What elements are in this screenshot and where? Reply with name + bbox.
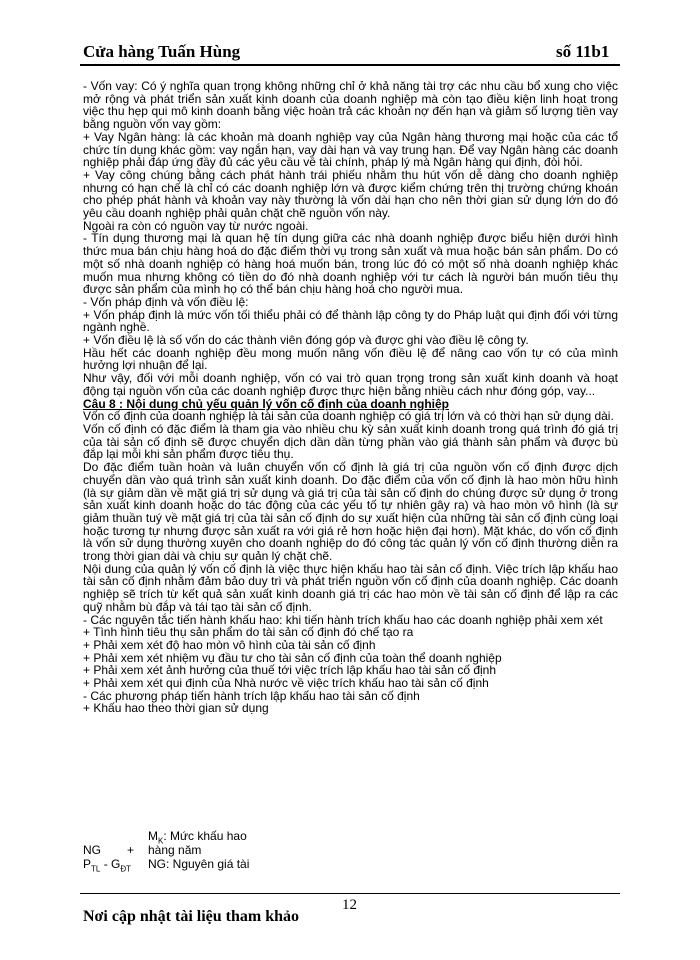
formula-text: : Mức khấu hao [163,829,247,843]
paragraph: + Phải xem xét qui định của Nhà nước về việc trích khấu hao tài sản cố định [83,676,489,691]
paragraph: Ngoài ra còn có nguồn vay từ nước ngoài. [83,218,309,233]
section-heading: Câu 8 : Nội dung chủ yếu quản lý vốn cố định của doanh nghiệp [83,396,450,411]
paragraph: Do đặc điểm tuần hoàn và luân chuyển vốn cố định là giá trị của nguồn vốn cố định được dịch chuyển dần vào quá trình sản xuất kinh doanh. Do đặc điểm của vốn cố định là hao mòn hữu hình (là sự giảm dần về mặt giá trị sử dụng và giá trị của tài sản cố định do chúng được sử dụng ở trong sản xuất kinh doanh hoặc do tác động của các yếu tố tự nhiên gây ra) và hao mòn vô hình (là sự giảm thuần tuý về mặt giá trị của tài sản cố định do sự xuất hiện của những tài sản cố định cùng loại hoặc tương tự nhưng được sản xuất ra với giá rẻ hơn hoặc hiện đại hơn). Mặt khác, do vốn cố định là vốn sử dụng thường xuyên cho doanh nghiệp do đó công tác quản lý vốn cố định thường diễn ra trong thời gian dài và chịu sự quản lý chặt chẽ. [83,460,618,564]
paragraph: - Các nguyên tắc tiến hành khấu hao: khi tiến hành trích khấu hao các doanh nghiệp phải xem xét [83,612,603,627]
paragraph: Nội dung của quản lý vốn cố định là việc thực hiện khấu hao tài sản cố định. Việc trích lập khấu hao tài sản cố định nhằm đảm bảo duy trì và phát triển nguồn vốn cố định của doanh nghiệp. Các doanh nghiệp sẽ trích từ kết quả sản xuất kinh doanh giá trị các hao mòn về tài sản cố định để lập ra các quỹ nhằm bù đắp và tái tạo tài sản cố định. [83,561,618,614]
page-number: 12 [342,897,357,913]
paragraph: Hầu hết các doanh nghiệp đều mong muốn nâng vốn điều lệ để nâng cao vốn tự có của mình hưởng lợi nhuận để lại. [83,345,618,373]
formula-text: hàng năm [148,843,202,857]
paragraph: + Vốn pháp định là mức vốn tối thiểu phải có để thành lập công ty do Pháp luật qui định đối với từng ngành nghề. [83,307,618,335]
formula-symbol: M [148,829,158,843]
paragraph: Vốn cố định của doanh nghiệp là tài sản của doanh nghiệp có giá trị lớn và có thời hạn sử dụng dài. [83,409,614,424]
paragraph: Như vậy, đối với mỗi doanh nghiệp, vốn có vai trò quan trọng trong sản xuất kinh doanh và hoạt động tại nguồn vốn của các doanh nghiệp được thực hiện bằng nhiều cách như đóng góp, vay... [83,371,618,398]
paragraph: - Tín dụng thương mại là quan hệ tín dụng giữa các nhà doanh nghiệp được biểu hiện dưới hình thức mua bán chịu hàng hoá do đặc điểm thời vụ trong sản xuất và mua hoặc bán sản phẩm. Do có một số nhà doanh nghiệp có hàng hoá muốn bán, trong lúc đó có một số nhà doanh nghiệp khác muốn mua nhưng không có tiền do đó nhà doanh nghiệp với tư cách là người bán muốn tiêu thụ được sản phẩm của mình họ có thể bán chịu hàng hoá cho người mua. [83,231,618,297]
paragraph: + Vay Ngân hàng: là các khoản mà doanh nghiệp vay của Ngân hàng thương mại hoặc của các tổ chức tín dụng khác gồm: vay ngắn hạn, vay dài hạn và vay trung hạn. Để vay Ngân hàng các doanh nghiệp phải đáp ứng đầy đủ các yêu cầu về tài chính, pháp lý mà Ngân hàng qui định, đòi hỏi. [83,129,618,170]
paragraph: + Tình hình tiêu thụ sản phẩm do tài sản cố định đó chế tạo ra [83,625,414,640]
formula-text: NG: Nguyên giá tài [148,857,250,871]
paragraph: + Phải xem xét nhiệm vụ đầu tư cho tài sản cố định của toàn thể doanh nghiệp [83,650,502,665]
footer-left: Nơi cập nhật tài liệu tham khảo [83,908,299,925]
paragraph: + Phải xem xét ảnh hưởng của thuế tới việc trích lập khấu hao tài sản cố định [83,663,497,678]
paragraph: + Vốn điều lệ là số vốn do các thành viên đóng góp và được ghi vào điều lệ công ty. [83,333,529,348]
formula-symbol: P [83,857,92,871]
formula-text: NG [83,843,101,857]
paragraph: - Các phương pháp tiến hành trích lập khấu hao tài sản cố định [83,688,420,703]
paragraph: + Khấu hao theo thời gian sử dụng [83,701,269,716]
formula-text: + [127,843,135,857]
header-left: Cửa hàng Tuấn Hùng [83,42,241,61]
paragraph: Vốn cố định có đặc điểm là tham gia vào nhiều chu kỳ sản xuất kinh doanh trong quá trình đó giá trị của tài sản cố định sẽ được chuyển dịch dần dần từng phần vào giá thành sản phẩm và được bù đắp lại mỗi khi sản phẩm được tiêu thụ. [83,421,618,462]
formula-subscript: K [158,836,164,846]
formula-symbol: - G [100,857,121,871]
paragraph: + Phải xem xét độ hao mòn vô hình của tài sản cố định [83,637,376,652]
document-body [83,80,618,715]
header-right: số 11b1 [556,42,610,61]
paragraph: - Vốn vay: Có ý nghĩa quan trọng không những chỉ ở khả năng tài trợ các nhu cầu bổ xung cho việc mở rộng và phát triển sản xuất kinh doanh của doanh nghiệp mà còn tạo điều kiện linh hoạt trong việc thu hẹp qui mô kinh doanh bằng việc hoàn trả các khoản nợ đến hạn và giảm số lượng tiền vay bằng nguồn vốn vay gồm: [83,79,618,132]
paragraph: + Vay công chúng bằng cách phát hành trái phiếu nhằm thu hút vốn dễ dàng cho doanh nghiệp nhưng có hạn chế là chỉ có các doanh nghiệp lớn và được kiểm chứng trên thị trường chứng khoán cho phép phát hành và khoản vay này thường là vốn dài hạn cho nên thời gian sử dụng lớn do đó yêu cầu doanh nghiệp phải quản chặt chẽ nguồn vốn này. [83,167,618,221]
formula-subscript: TL [91,864,101,874]
paragraph: - Vốn pháp định và vốn điều lệ: [83,294,249,309]
header-rule [80,64,620,66]
footer-rule [80,893,620,894]
formula-subscript: ĐT [120,864,132,874]
